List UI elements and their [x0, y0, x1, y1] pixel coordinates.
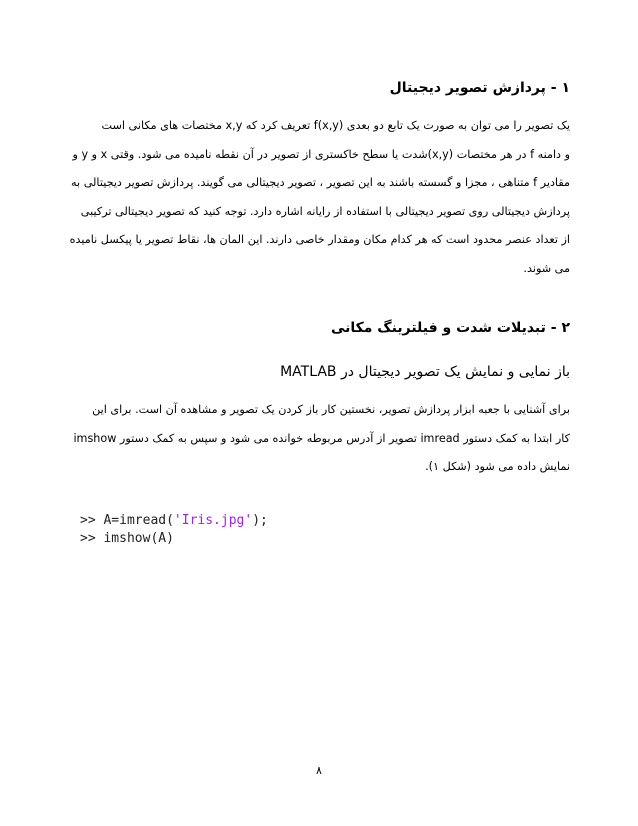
- page-number: ۸: [316, 764, 322, 777]
- paragraph-line: کار ابتدا به کمک دستور imread تصویر از آدرس مربوطه خوانده می شود و سپس به کمک دستور imshow: [73, 431, 570, 445]
- matlab-code-block: [80, 512, 480, 548]
- section-1-heading: ۱ - پردازش تصویر دیجیتال: [389, 80, 570, 96]
- code-string: 'Iris.jpg': [173, 513, 253, 528]
- paragraph-line: برای آشنایی با جعبه ابزار پردازش تصویر، نخستین کار باز کردن یک تصویر و مشاهده آن است. برای این: [92, 403, 570, 416]
- section-2-subheading: باز نمایی و نمایش یک تصویر دیجیتال در MATLAB: [280, 364, 570, 380]
- paragraph-line: می شوند.: [523, 261, 570, 275]
- code-line: >> imshow(A): [80, 531, 174, 546]
- paragraph-line: یک تصویر را می توان به صورت یک تابع دو بعدی f(x,y) تعریف کرد که x,y مختصات های مکانی است: [101, 119, 570, 132]
- section-2-heading: ۲ - تبدیلات شدت و فیلترینگ مکانی: [330, 320, 570, 336]
- section-1-paragraph: [70, 112, 570, 283]
- paragraph-line: و دامنه f در هر مختصات (x,y)شدت یا سطح خاکستری از تصویر در آن نقطه نامیده می شود. وقتی x و y و: [72, 147, 570, 161]
- section-2-paragraph: [70, 396, 570, 482]
- paragraph-line: پردازش دیجیتالی روی تصویر دیجیتالی با استفاده از رایانه اشاره دارد. توجه کنید که تصویر دیجیتالی ترکیبی: [80, 204, 570, 218]
- paragraph-line: نمایش داده می شود (شکل ۱).: [425, 460, 570, 473]
- code-suffix: );: [252, 513, 268, 528]
- paragraph-line: از تعداد عنصر محدود است که هر کدام مکان ومقدار خاصی دارند. این المان ها، نقاط تصویر یا پیکسل نامیده: [70, 233, 570, 246]
- code-prefix: >> A=imread(: [80, 513, 174, 528]
- paragraph-line: مقادیر f متناهی ، مجزا و گسسته باشند به این تصویر ، تصویر دیجیتالی می گویند. پردازش تصویر دیجیتالی به: [71, 176, 570, 189]
- code-line: [80, 512, 480, 530]
